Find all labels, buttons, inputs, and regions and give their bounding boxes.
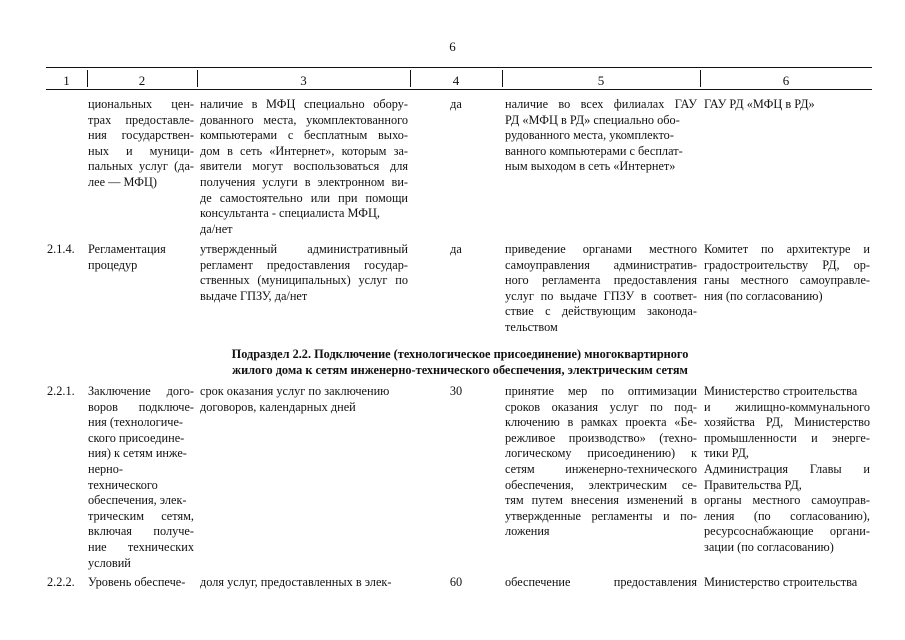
text-line: трах предоставле- [88, 112, 194, 127]
page-number: 6 [449, 39, 456, 54]
row2-number: 2.1.4. [47, 242, 75, 256]
text-line: наличие во всех филиалах ГАУ [505, 97, 697, 111]
row1-responsible [704, 97, 870, 113]
text-line: рудованного места, укомплекто- [505, 128, 674, 143]
text-line: ключению в рамках проекта «Бе- [505, 415, 697, 430]
row1-value: да [450, 97, 462, 111]
text-line: обеспечения, электрическим се- [505, 477, 697, 492]
text-line: пальных услуг (да- [88, 159, 194, 174]
text-line: обеспечение предоставления [505, 575, 697, 589]
row3-measure [200, 384, 408, 415]
text-line: договоров, календарных дней [200, 399, 356, 414]
text-line: явители могут воспользоваться для [200, 159, 408, 174]
text-line: обеспечения, элек- [88, 493, 187, 508]
text-line: РД «МФЦ в РД» специально обо- [505, 112, 680, 127]
text-line: ственных (муниципальных) услуг по [200, 273, 408, 288]
text-line: Комитет по архитектуре и [704, 242, 870, 256]
text-line: дом в сеть «Интернет», которым за- [200, 143, 408, 158]
text-line: промышленности и энерге- [704, 430, 870, 445]
text-line: самоуправления административ- [505, 257, 697, 272]
row1-measure [200, 97, 408, 237]
column-header-3: 3 [300, 73, 307, 88]
text-line: ным выходом в сеть «Интернет» [505, 159, 676, 174]
subsection-line: Подраздел 2.2. Подключение (технологическое присоединение) многоквартирного [231, 347, 689, 361]
table-header-rule [46, 89, 872, 90]
text-line: регламент предоставления государ- [200, 257, 408, 272]
row2-responsible [704, 242, 870, 304]
text-line: нерно- [88, 461, 124, 476]
row2-indicator [88, 242, 194, 273]
row4-action [505, 575, 697, 591]
text-line: циональных цен- [88, 97, 194, 111]
row1-indicator [88, 97, 194, 191]
text-line: тики РД, [704, 446, 749, 461]
text-line: ГАУ РД «МФЦ в РД» [704, 97, 815, 111]
text-line: сроков оказания услуг по под- [505, 399, 697, 414]
text-line: услуг по выдаче ГПЗУ в соответ- [505, 288, 697, 303]
text-line: режливое производство» (техно- [505, 430, 697, 445]
column-header-1: 1 [63, 73, 70, 88]
row4-responsible [704, 575, 870, 591]
text-line: ние технических [88, 539, 194, 554]
text-line: ствие с действующим законода- [505, 304, 697, 319]
text-line: градостроительству РД, ор- [704, 257, 870, 272]
row2-action [505, 242, 697, 336]
row3-responsible [704, 384, 870, 556]
text-line: зации (по согласованию) [704, 539, 834, 554]
text-line: сетям инженерно-технического [505, 461, 697, 476]
text-line: консультанта - специалиста МФЦ, [200, 206, 380, 221]
subsection-line: жилого дома к сетям инженерно-технического обеспечения, электрическим сетям [232, 362, 688, 377]
text-line: ния) к сетям инже- [88, 446, 187, 461]
row3-value: 30 [449, 384, 463, 398]
row4-number: 2.2.2. [47, 575, 75, 589]
text-line: включая получе- [88, 524, 194, 539]
column-header-4: 4 [452, 73, 460, 88]
text-line: воров подключе- [88, 399, 194, 414]
text-line: условий [88, 555, 131, 570]
column-header-5: 5 [597, 73, 605, 88]
text-line: Правительства РД, [704, 477, 802, 492]
text-line: ресурсоснабжающие органи- [704, 524, 870, 539]
row4-measure [200, 575, 408, 591]
text-line: де самостоятельно или при помощи [200, 190, 408, 205]
text-line: процедур [88, 257, 138, 272]
text-line: Регламентация [88, 242, 166, 256]
text-line: приведение органами местного [505, 242, 697, 256]
row3-indicator [88, 384, 194, 571]
text-line: дованного места, укомплектованного [200, 112, 408, 127]
text-line: тельством [505, 319, 558, 334]
text-line: ского присоедине- [88, 430, 185, 445]
column-header-6: 6 [782, 73, 790, 88]
text-line: ния государствен- [88, 128, 194, 143]
column-header-2: 2 [138, 73, 146, 88]
text-line: логическому присоединению) к [505, 446, 697, 461]
row2-value: да [450, 242, 462, 256]
row2-measure [200, 242, 408, 304]
row1-action [505, 97, 697, 175]
text-line: органы местного самоуправ- [704, 493, 870, 508]
text-line: и жилищно-коммунального [704, 399, 870, 414]
text-line: ния (по согласованию) [704, 288, 823, 303]
text-line: лее — МФЦ) [88, 174, 157, 189]
table-top-rule [46, 67, 872, 68]
text-line: ложения [505, 524, 550, 539]
text-line: Администрация Главы и [704, 461, 870, 476]
text-line: тям путем внесения изменений в [505, 493, 697, 508]
row3-action [505, 384, 697, 540]
text-line: хозяйства РД, Министерство [704, 415, 870, 430]
text-line: ления (по согласованию), [704, 508, 870, 523]
text-line: утвержденный административный [200, 242, 408, 256]
text-line: принятие мер по оптимизации [505, 384, 697, 398]
text-line: утвержденные регламенты и по- [505, 508, 697, 523]
text-line: ного регламента предоставления [505, 273, 697, 288]
text-line: да/нет [200, 221, 233, 236]
text-line: ных и муници- [88, 143, 194, 158]
text-line: Заключение дого- [88, 384, 194, 398]
subsection-heading [160, 347, 760, 378]
row3-number: 2.2.1. [47, 384, 75, 398]
row4-indicator [88, 575, 194, 591]
text-line: компьютерами с бесплатным выхо- [200, 128, 408, 143]
text-line: Уровень обеспече- [88, 575, 186, 589]
text-line: доля услуг, предоставленных в элек- [200, 575, 392, 589]
text-line: технического [88, 477, 158, 492]
text-line: выдаче ГПЗУ, да/нет [200, 288, 308, 303]
text-line: ванного компьютерами с бесплат- [505, 143, 683, 158]
text-line: Министерство строительства [704, 384, 858, 398]
text-line: срок оказания услуг по заключению [200, 384, 390, 398]
text-line: получения услуги в электронном ви- [200, 174, 408, 189]
text-line: Министерство строительства [704, 575, 858, 589]
row4-value: 60 [449, 575, 463, 589]
text-line: ганы местного самоуправле- [704, 273, 870, 288]
text-line: трическим сетям, [88, 508, 194, 523]
text-line: наличие в МФЦ специально обору- [200, 97, 408, 111]
text-line: ния (технологиче- [88, 415, 184, 430]
